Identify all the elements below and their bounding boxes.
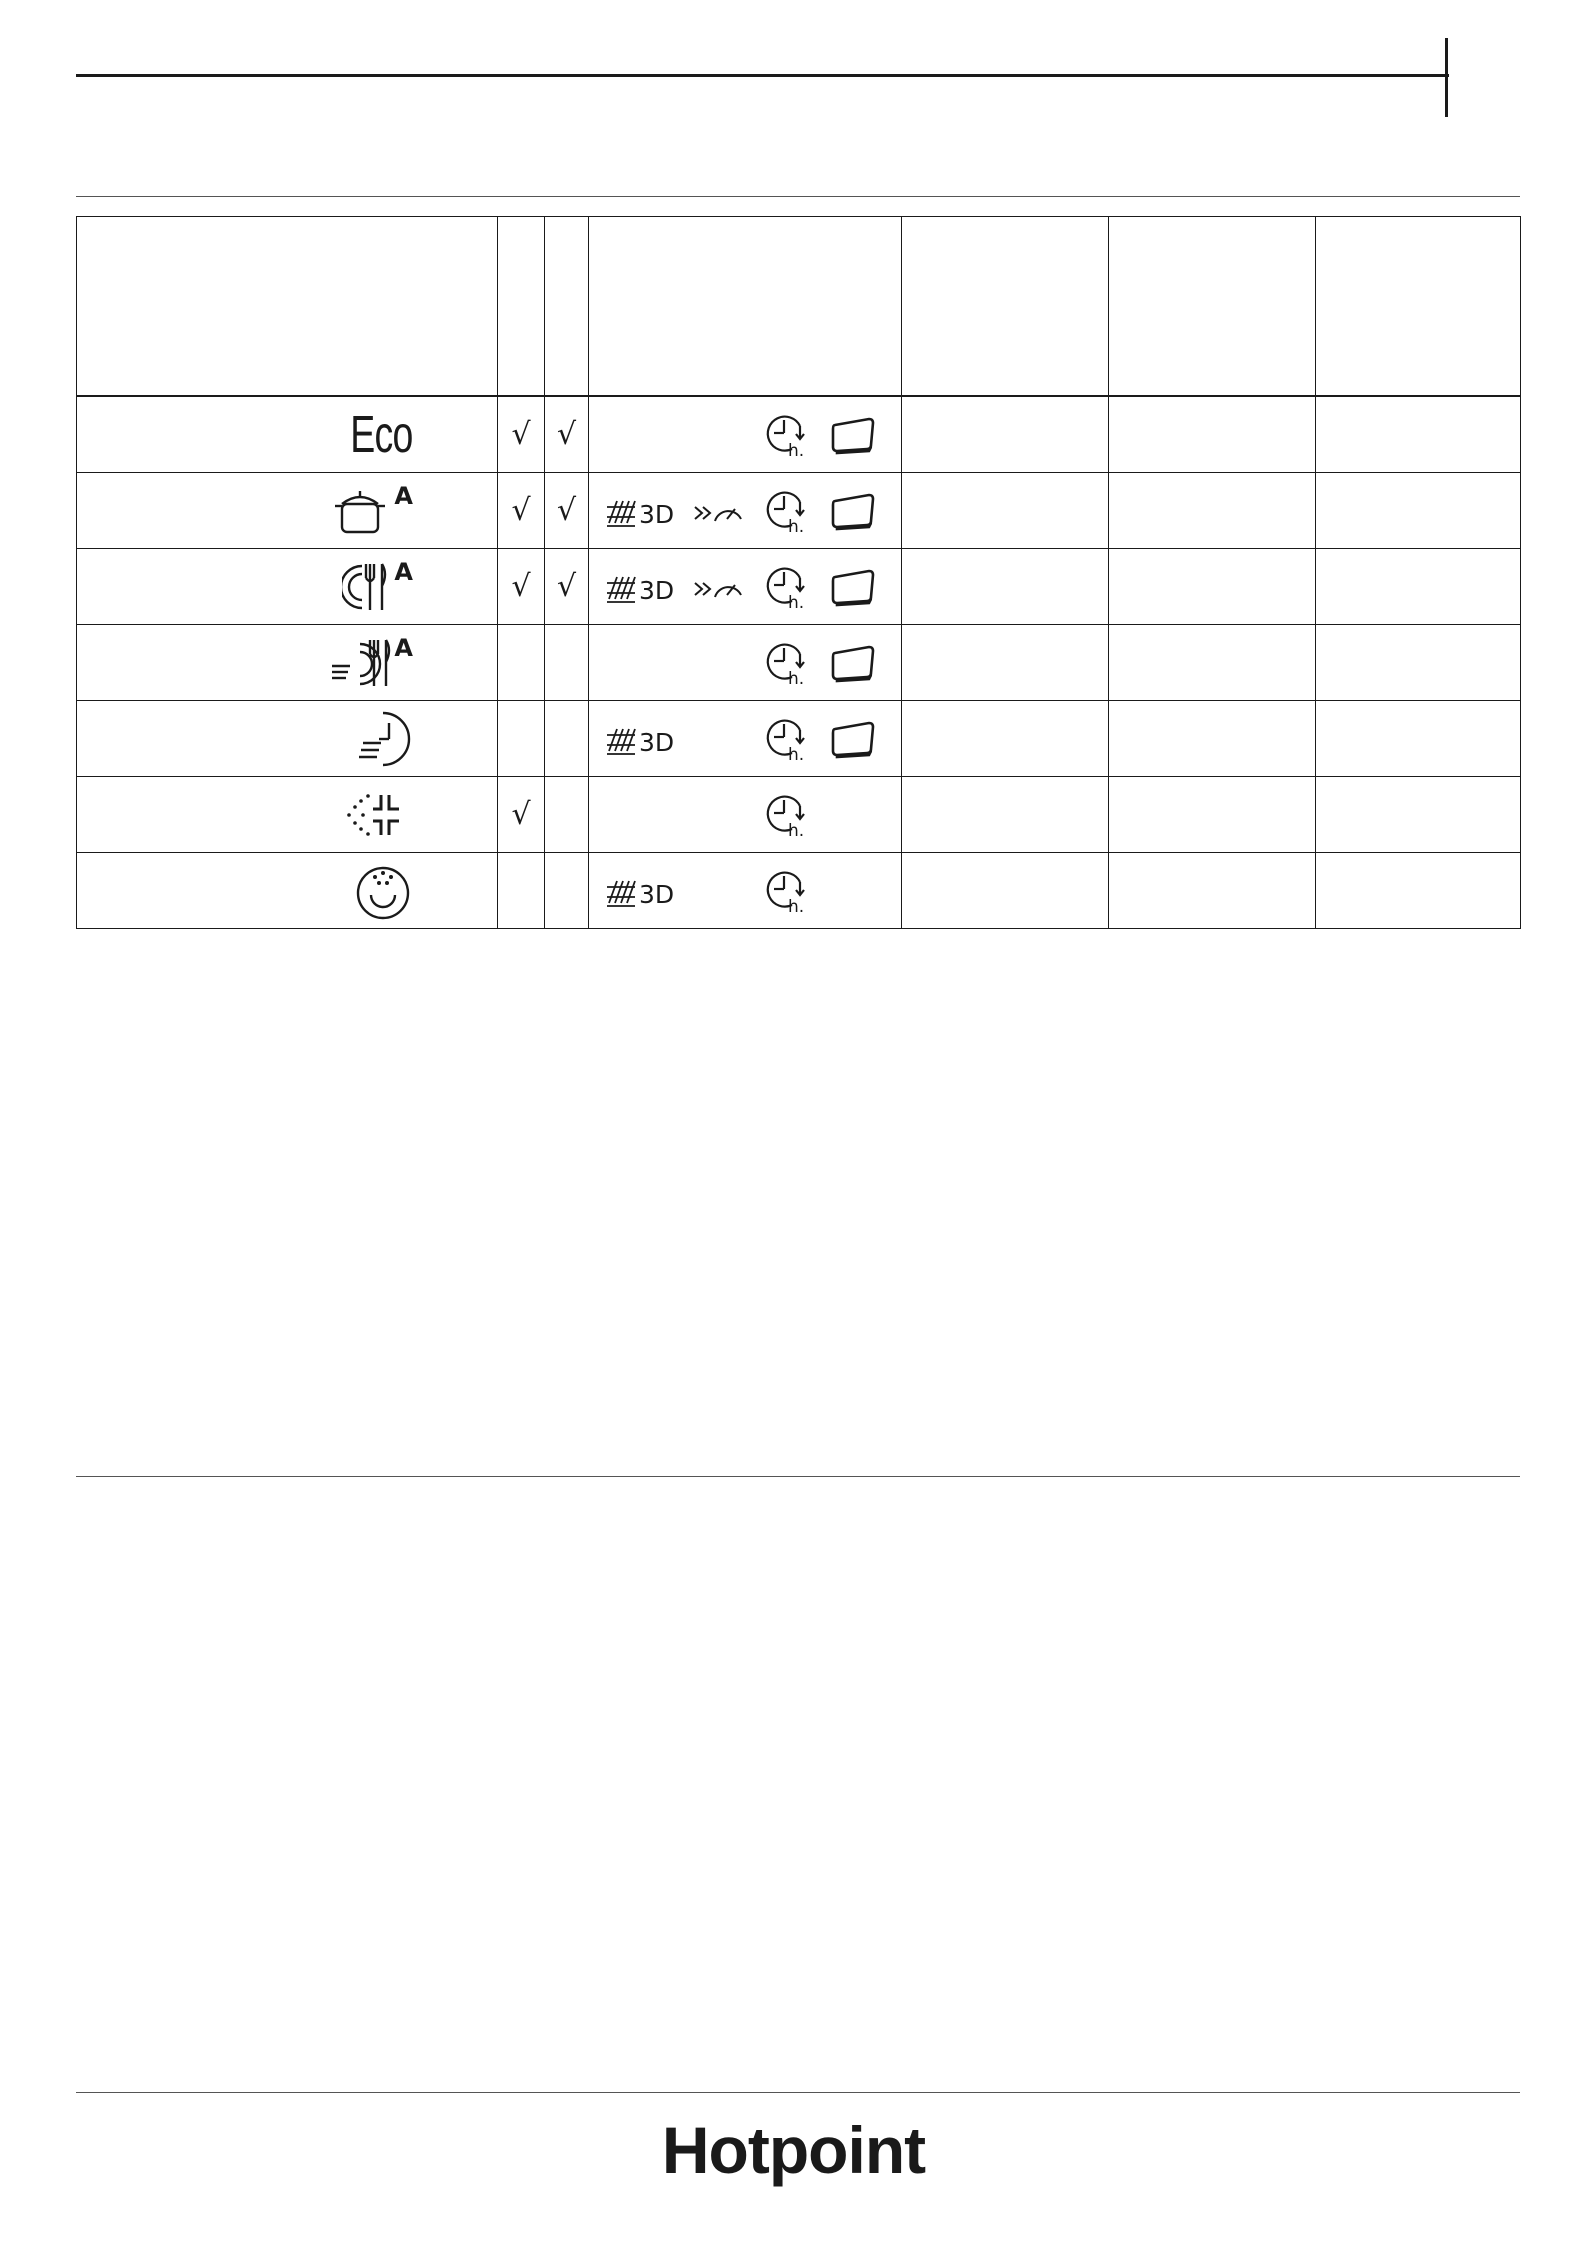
header-cell [1316,217,1521,397]
eco-programme-label: Eco [350,405,413,464]
options-cell [589,473,902,549]
value-cell [902,549,1109,625]
options-cell [589,701,902,777]
options-cell [589,625,902,701]
value-cell [1316,853,1521,929]
zone-wash-3d-icon [605,569,677,605]
auto-letter: A [394,481,413,510]
delay-label: h. [788,668,805,686]
check-cell [498,549,545,625]
value-cell [1316,777,1521,853]
tablet-icon [829,567,877,607]
check-mark: √ [556,416,577,452]
turbo-icon [693,571,745,603]
top-rule-tick [1445,38,1448,117]
programme-cell [77,473,498,549]
zone-wash-3d-icon [605,493,677,529]
check-cell [498,625,545,701]
value-cell [902,853,1109,929]
header-cell [545,217,589,397]
footer-divider [76,2092,1520,2093]
options-cell [589,853,902,929]
value-cell [1109,549,1316,625]
table-row [77,777,1521,853]
check-cell [498,396,545,473]
header-cell [902,217,1109,397]
check-cell [545,701,589,777]
check-mark: √ [511,796,531,832]
auto-letter: A [394,557,413,586]
tablet-icon [829,415,877,455]
check-mark: √ [511,568,531,604]
check-mark: √ [511,492,531,528]
delay-label: h. [788,516,805,534]
delay-start-icon [764,868,810,914]
value-cell [1316,473,1521,549]
table-row [77,473,1521,549]
programme-cell [77,853,498,929]
header-cell [1109,217,1316,397]
check-mark: √ [511,416,531,452]
delay-start-icon [764,488,810,534]
value-cell [1109,625,1316,701]
option-3d-label: 3D [639,879,675,909]
value-cell [1316,625,1521,701]
table-row [77,625,1521,701]
value-cell [902,473,1109,549]
check-cell [545,396,589,473]
options-cell [589,396,902,473]
delay-start-icon [764,412,810,458]
value-cell [1109,473,1316,549]
delay-label: h. [788,744,805,762]
check-cell [545,777,589,853]
delay-start-icon [764,564,810,610]
section-divider-middle [76,1476,1520,1477]
header-cell [589,217,902,397]
section-divider-top [76,196,1520,197]
header-cell [77,217,498,397]
prewash-icon [341,791,413,839]
check-cell [545,625,589,701]
programme-cell [77,625,498,701]
value-cell [1316,396,1521,473]
check-cell [498,777,545,853]
value-cell [902,396,1109,473]
header-cell [498,217,545,397]
value-cell [902,625,1109,701]
check-cell [545,549,589,625]
delay-label: h. [788,440,805,458]
programme-cell [77,777,498,853]
value-cell [1109,701,1316,777]
quick-clock-icon [351,709,413,769]
value-cell [1316,549,1521,625]
option-3d-label: 3D [639,499,675,529]
delay-start-icon [764,792,810,838]
table-row [77,549,1521,625]
value-cell [1316,701,1521,777]
check-mark: √ [556,492,577,528]
check-cell [498,473,545,549]
brand-logo: Hotpoint [661,2113,926,2187]
table-row [77,396,1521,473]
zone-wash-3d-icon [605,721,677,757]
programme-table [76,216,1521,929]
programme-cell [77,701,498,777]
check-mark: √ [556,568,577,604]
check-cell [545,473,589,549]
value-cell [1109,396,1316,473]
table-header-row [77,217,1521,397]
programme-cell [77,396,498,473]
options-cell [589,549,902,625]
value-cell [902,701,1109,777]
delay-start-icon [764,716,810,762]
delay-label: h. [788,592,805,610]
option-3d-label: 3D [639,727,675,757]
auto-letter: A [394,633,413,662]
zone-wash-3d-icon [605,873,677,909]
delay-label: h. [788,896,805,914]
value-cell [1109,853,1316,929]
check-cell [545,853,589,929]
programme-cell [77,549,498,625]
tablet-icon [829,719,877,759]
tablet-icon [829,643,877,683]
delay-label: h. [788,820,805,838]
check-cell [498,701,545,777]
value-cell [1109,777,1316,853]
pot-icon [332,481,413,538]
value-cell [902,777,1109,853]
tablet-icon [829,491,877,531]
top-rule [76,74,1449,77]
programme-table-body [77,217,1521,929]
option-3d-label: 3D [639,575,675,605]
plate-cutlery-icon [342,557,413,614]
options-cell [589,777,902,853]
check-cell [498,853,545,929]
turbo-icon [693,495,745,527]
table-row [77,853,1521,929]
self-clean-icon [353,861,413,921]
delay-start-icon [764,640,810,686]
fast-plate-cutlery-icon [330,633,413,690]
table-row [77,701,1521,777]
